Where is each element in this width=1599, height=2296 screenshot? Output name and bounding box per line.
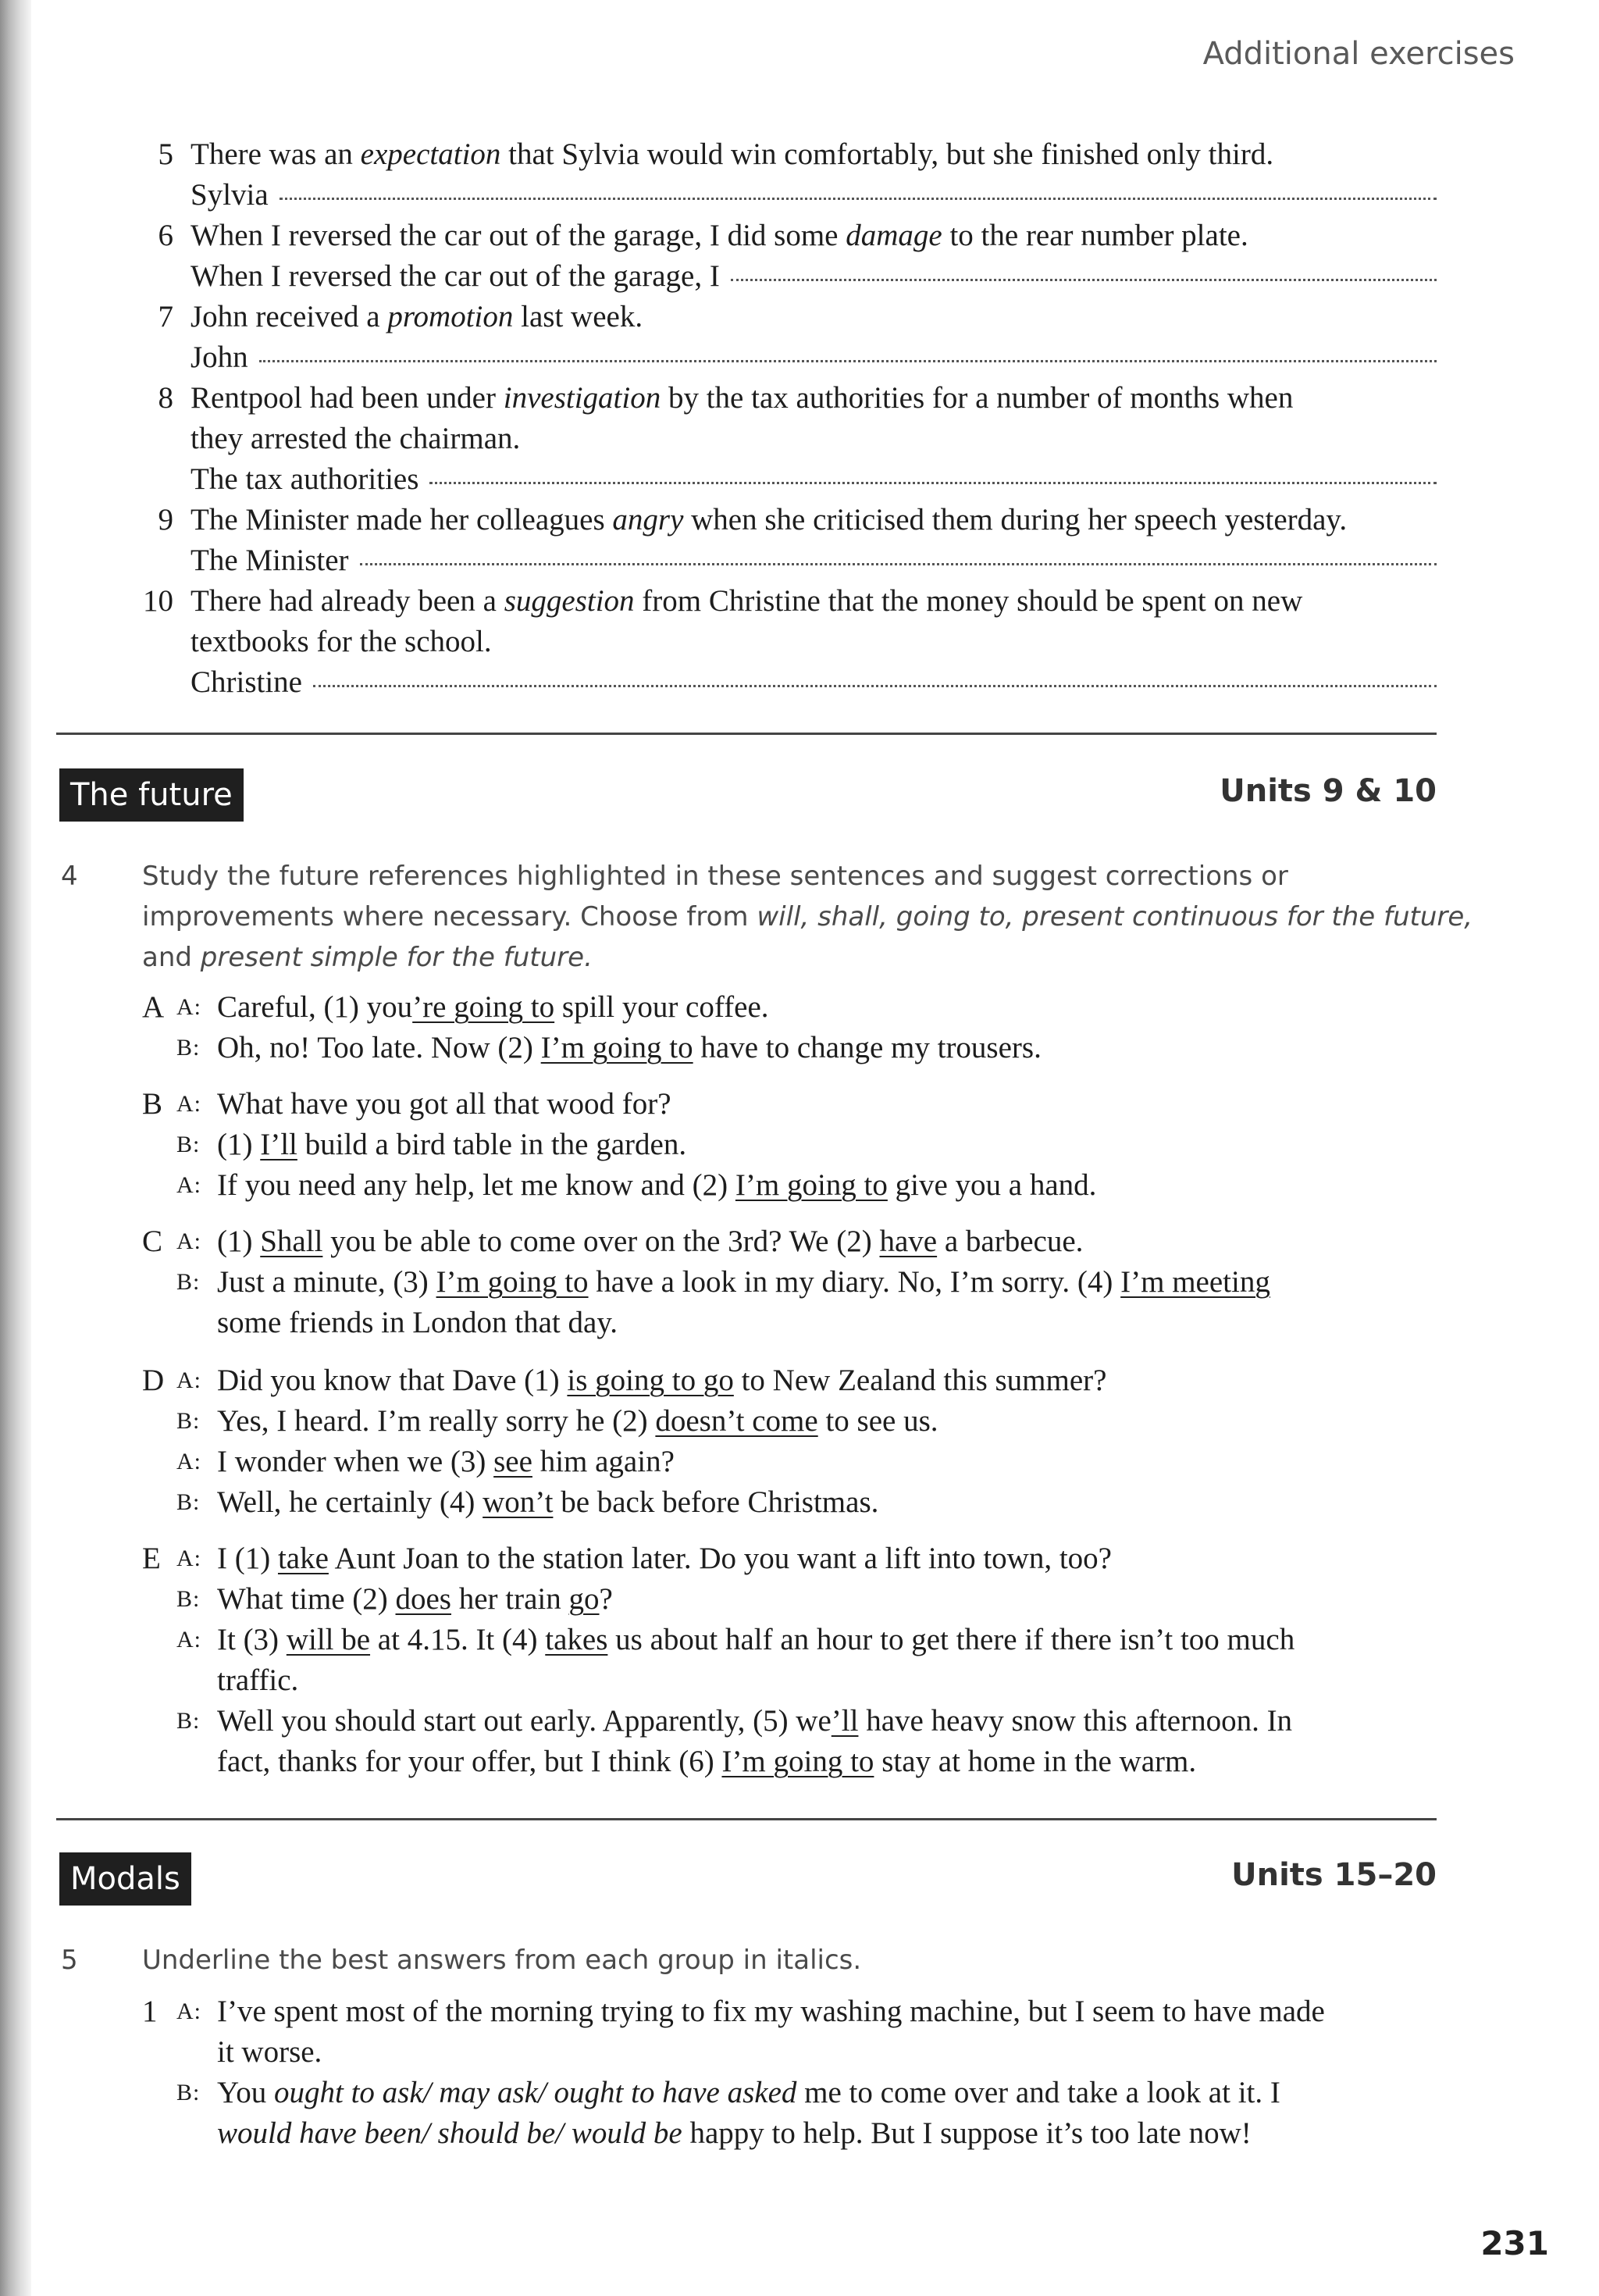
sentence-line	[191, 297, 1437, 337]
underlined-phrase: I’ll	[260, 1128, 297, 1161]
text-segment: It (3)	[217, 1623, 287, 1656]
speaker-label: B:	[176, 1708, 201, 1734]
item-number: 10	[143, 584, 173, 618]
underlined-phrase: won’t	[483, 1485, 554, 1519]
dialogue-turn	[176, 2073, 1438, 2154]
section-title-future: The future	[59, 768, 244, 822]
text-segment: (1)	[217, 1128, 261, 1161]
text-segment: Well you should start out early. Apparently, (5) we	[217, 1704, 832, 1738]
dialogue-turn	[176, 1221, 1438, 1262]
item-body	[191, 216, 1437, 297]
answer-stem: The Minister	[191, 544, 349, 577]
italic-text: investigation	[503, 381, 661, 415]
text-segment: to see us.	[817, 1404, 938, 1438]
exercise-item	[125, 134, 1437, 216]
text-segment: happy to help. But I suppose it’s too late now!	[682, 2116, 1252, 2150]
utterance-line	[217, 2032, 1438, 2073]
item-body	[191, 378, 1437, 500]
text-segment: I wonder when we (3)	[217, 1445, 494, 1478]
text-segment: What have you got all that wood for?	[217, 1087, 671, 1121]
text-segment: it worse.	[217, 2035, 322, 2069]
utterance-line	[217, 1991, 1438, 2032]
item-number: 8	[158, 381, 173, 415]
text-segment: from Christine that the money should be spent on new	[634, 584, 1303, 618]
instruction-line	[142, 856, 1423, 897]
text-segment: spill your coffee.	[554, 990, 769, 1024]
text-segment: Well, he certainly (4)	[217, 1485, 483, 1519]
text-segment: her train	[451, 1582, 569, 1616]
dialogue-turn	[176, 1991, 1438, 2073]
speaker-label: B:	[176, 1269, 201, 1295]
item-body	[191, 297, 1437, 378]
speaker-label: A:	[176, 994, 201, 1020]
item-number: 1	[142, 1995, 158, 2028]
speaker-label: A:	[176, 1627, 201, 1652]
dialogue-turn	[176, 1360, 1438, 1401]
underlined-phrase: I’m going to	[436, 1265, 589, 1299]
utterance-line	[217, 2073, 1438, 2113]
underlined-phrase: does	[395, 1582, 451, 1616]
answer-dotted-line	[360, 563, 1437, 565]
dialogue-letter: E	[142, 1542, 161, 1575]
text-segment: fact, thanks for your offer, but I think (6)	[217, 1745, 722, 1778]
text-segment: stay at home in the warm.	[874, 1745, 1197, 1778]
item-body	[191, 581, 1437, 703]
dialogue-turn	[176, 1701, 1438, 1782]
speaker-label: B:	[176, 2080, 201, 2105]
dialogue-letter: B	[142, 1087, 163, 1121]
text-segment: you be able to come over on the 3rd? We (2)	[322, 1225, 880, 1258]
underlined-phrase: will be	[286, 1623, 371, 1656]
utterance-line	[217, 1401, 1438, 1442]
italic-text: ought to ask/ may ask/ ought to have asked	[274, 2076, 797, 2109]
exercise-item	[125, 216, 1437, 297]
speaker-label: A:	[176, 1449, 201, 1474]
item-body	[191, 500, 1437, 581]
underlined-phrase: Shall	[260, 1225, 323, 1258]
dialogue-turn	[176, 1401, 1438, 1442]
answer-line	[191, 337, 1437, 378]
underlined-phrase: take	[277, 1542, 329, 1575]
text-segment: ?	[599, 1582, 613, 1616]
text-segment: I (1)	[217, 1542, 278, 1575]
dialogue-turn	[176, 1165, 1438, 1206]
answer-stem: Christine	[191, 665, 302, 699]
dialogue-letter: C	[142, 1225, 163, 1258]
text-segment: Careful, (1) you	[217, 990, 413, 1024]
speaker-label: A:	[176, 1367, 201, 1393]
dialogue-turn	[176, 1579, 1438, 1620]
utterance-line	[217, 1303, 1438, 1343]
answer-stem: John	[191, 340, 248, 374]
exercise-item	[125, 500, 1437, 581]
sentence-line	[191, 622, 1437, 662]
item-number: 6	[158, 219, 173, 252]
speaker-label: B:	[176, 1035, 201, 1061]
answer-dotted-line	[313, 685, 1437, 687]
section-units-future: Units 9 & 10	[1220, 773, 1437, 809]
exercise-item	[125, 378, 1437, 500]
answer-dotted-line	[731, 279, 1437, 281]
dialogue-turn	[176, 1442, 1438, 1482]
text-segment: traffic.	[217, 1663, 299, 1697]
utterance-line	[217, 1442, 1438, 1482]
dialogue-turn	[176, 1620, 1438, 1701]
text-segment: What time (2)	[217, 1582, 396, 1616]
answer-line	[191, 662, 1437, 703]
utterance-line	[217, 1660, 1438, 1701]
text-segment: Yes, I heard. I’m really sorry he (2)	[217, 1404, 656, 1438]
utterance-line	[217, 1028, 1438, 1068]
text-segment: by the tax authorities for a number of months when	[661, 381, 1294, 415]
sentence-line	[191, 419, 1437, 459]
sentence-line	[191, 500, 1437, 540]
underlined-phrase: I’m going to	[540, 1031, 693, 1064]
item-body	[191, 134, 1437, 216]
book-spine-shadow	[0, 0, 31, 2296]
sentence-line	[191, 134, 1437, 175]
underlined-phrase: I’m going to	[721, 1745, 874, 1778]
answer-dotted-line	[259, 360, 1437, 362]
underlined-phrase: is going to go	[567, 1364, 734, 1397]
text-segment: to the rear number plate.	[942, 219, 1248, 252]
italic-text: will, shall, going to, present continuous for the future,	[757, 901, 1473, 932]
speaker-label: A:	[176, 1228, 201, 1254]
italic-text: promotion	[387, 300, 514, 333]
answer-line	[191, 459, 1437, 500]
sentence-line	[191, 581, 1437, 622]
dialogue-turn	[176, 1125, 1438, 1165]
dialogue-letter: D	[142, 1364, 165, 1397]
exercise-item	[125, 581, 1437, 703]
text-segment: Study the future references highlighted in these sentences and suggest corrections or	[142, 861, 1288, 892]
answer-stem: Sylvia	[191, 178, 269, 212]
text-segment: There was an	[191, 137, 361, 171]
answer-dotted-line	[280, 198, 1437, 200]
italic-text: would have been/ should be/ would be	[217, 2116, 682, 2150]
text-segment: have a look in my diary. No, I’m sorry. (4)	[588, 1265, 1121, 1299]
item-number: 7	[158, 300, 173, 333]
utterance-line	[217, 1538, 1438, 1579]
text-segment: Oh, no! Too late. Now (2)	[217, 1031, 541, 1064]
underlined-phrase: ’ll	[831, 1704, 859, 1738]
text-segment: him again?	[532, 1445, 675, 1478]
text-segment: The Minister made her colleagues	[191, 503, 613, 537]
text-segment: Did you know that Dave (1)	[217, 1364, 568, 1397]
underlined-phrase: see	[493, 1445, 532, 1478]
section-divider	[56, 1818, 1437, 1820]
section-title-modals: Modals	[59, 1852, 191, 1906]
utterance-line	[217, 1262, 1438, 1303]
italic-text: present simple for the future.	[200, 942, 593, 973]
speaker-label: A:	[176, 1172, 201, 1198]
utterance-line	[217, 2113, 1438, 2154]
section-units-modals: Units 15–20	[1231, 1857, 1437, 1893]
text-segment: be back before Christmas.	[553, 1485, 879, 1519]
speaker-label: B:	[176, 1408, 201, 1434]
text-segment: that Sylvia would win comfortably, but she finished only third.	[500, 137, 1274, 171]
task-instructions	[142, 856, 1473, 978]
text-segment: give you a hand.	[887, 1168, 1097, 1202]
text-segment: have heavy snow this afternoon. In	[858, 1704, 1293, 1738]
italic-text: expectation	[360, 137, 501, 171]
answer-line	[191, 256, 1437, 297]
italic-text: suggestion	[504, 584, 635, 618]
utterance-line	[217, 1360, 1438, 1401]
text-segment: at 4.15. It (4)	[370, 1623, 546, 1656]
sentence-line	[191, 378, 1437, 419]
section-divider	[56, 733, 1437, 735]
utterance-line	[217, 1742, 1438, 1782]
sentence-line	[191, 216, 1437, 256]
text-segment: build a bird table in the garden.	[297, 1128, 687, 1161]
underlined-phrase: ’re going to	[412, 990, 555, 1024]
text-segment: John received a	[191, 300, 388, 333]
dialogue-turn	[176, 1028, 1438, 1068]
text-segment: Just a minute, (3)	[217, 1265, 436, 1299]
dialogue-turn	[176, 1262, 1438, 1343]
item-number: 9	[158, 503, 173, 537]
text-segment: have to change my trousers.	[693, 1031, 1042, 1064]
italic-text: angry	[612, 503, 684, 537]
item-number: 5	[158, 137, 173, 171]
italic-text: damage	[846, 219, 942, 252]
text-segment: a barbecue.	[937, 1225, 1084, 1258]
speaker-label: A:	[176, 1546, 201, 1571]
speaker-label: B:	[176, 1132, 201, 1157]
answer-stem: When I reversed the car out of the garage, I	[191, 259, 720, 293]
utterance-line	[217, 1482, 1438, 1523]
text-segment: to New Zealand this summer?	[733, 1364, 1107, 1397]
text-segment: When I reversed the car out of the garage, I did some	[191, 219, 846, 252]
page-number: 231	[1480, 2224, 1549, 2262]
text-segment: us about half an hour to get there if there isn’t too much	[607, 1623, 1295, 1656]
text-segment: You	[217, 2076, 275, 2109]
utterance-line	[217, 1579, 1438, 1620]
utterance-line	[217, 987, 1438, 1028]
running-head: Additional exercises	[1202, 36, 1515, 72]
speaker-label: B:	[176, 1489, 201, 1515]
text-segment: when she criticised them during her speech yesterday.	[683, 503, 1348, 537]
utterance-line	[217, 1125, 1438, 1165]
text-segment: (1)	[217, 1225, 261, 1258]
instruction-line	[142, 937, 1423, 978]
text-segment: improvements where necessary. Choose from	[142, 901, 757, 932]
task-number: 4	[61, 861, 78, 892]
answer-stem: The tax authorities	[191, 462, 419, 496]
task-number: 5	[61, 1945, 78, 1976]
dialogue-turn	[176, 987, 1438, 1028]
dialogue-turn	[176, 1084, 1438, 1125]
underlined-phrase: doesn’t come	[655, 1404, 818, 1438]
text-segment: Aunt Joan to the station later. Do you want a lift into town, too?	[328, 1542, 1112, 1575]
text-segment: last week.	[513, 300, 643, 333]
utterance-line	[217, 1084, 1438, 1125]
text-segment: textbooks for the school.	[191, 625, 492, 658]
text-segment: I’ve spent most of the morning trying to fix my washing machine, but I seem to have made	[217, 1995, 1325, 2028]
text-segment: me to come over and take a look at it. I	[796, 2076, 1280, 2109]
task-instructions: Underline the best answers from each group in italics.	[142, 1945, 862, 1976]
speaker-label: A:	[176, 1998, 201, 2024]
utterance-line	[217, 1701, 1438, 1742]
underlined-phrase: takes	[545, 1623, 608, 1656]
speaker-label: A:	[176, 1091, 201, 1117]
answer-line	[191, 540, 1437, 581]
instruction-line	[142, 897, 1473, 937]
text-segment: There had already been a	[191, 584, 504, 618]
answer-line	[191, 175, 1437, 216]
answer-dotted-line	[429, 482, 1437, 484]
underlined-phrase: I’m meeting	[1120, 1265, 1270, 1299]
dialogue-turn	[176, 1482, 1438, 1523]
underlined-phrase: have	[879, 1225, 938, 1258]
speaker-label: B:	[176, 1586, 201, 1612]
utterance-line	[217, 1165, 1438, 1206]
underlined-phrase: I’m going to	[735, 1168, 888, 1202]
utterance-line	[217, 1221, 1438, 1262]
exercise-item	[125, 297, 1437, 378]
text-segment: If you need any help, let me know and (2)	[217, 1168, 735, 1202]
text-segment: they arrested the chairman.	[191, 422, 521, 455]
dialogue-turn	[176, 1538, 1438, 1579]
utterance-line	[217, 1620, 1438, 1660]
text-segment: Rentpool had been under	[191, 381, 504, 415]
underlined-phrase: go	[568, 1582, 600, 1616]
text-segment: and	[142, 942, 201, 973]
text-segment: some friends in London that day.	[217, 1306, 618, 1339]
dialogue-letter: A	[142, 990, 165, 1024]
